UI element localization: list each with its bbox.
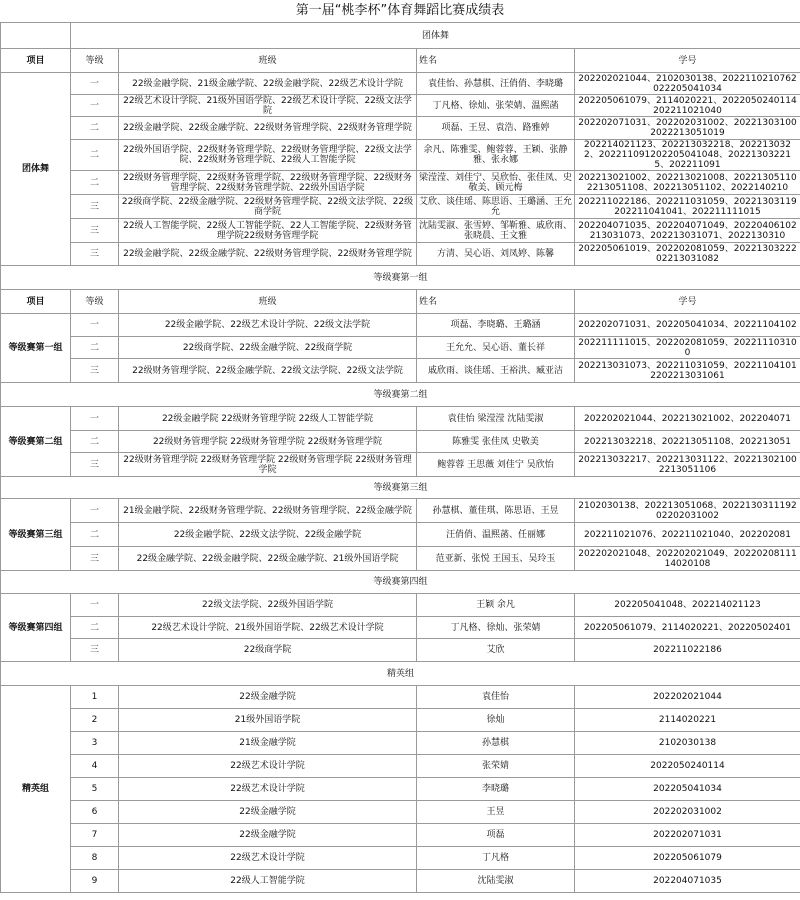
grade-cell: 三 (71, 243, 119, 266)
id-cell: 2022050240114 (575, 755, 800, 778)
grade-cell: 1 (71, 686, 119, 709)
class-cell: 22级财务管理学院、22级金融学院、22级文法学院、22级文法学院 (119, 359, 417, 383)
name-cell: 戚欣雨、谈佳瑶、王裕洪、臧亚洁 (417, 359, 575, 383)
class-cell: 22级商学院、22级金融学院、22级商学院 (119, 337, 417, 359)
id-cell: 202205061079 (575, 847, 800, 870)
id-cell: 202202071031 (575, 824, 800, 847)
name-cell: 艾欣 (417, 639, 575, 662)
table-row (1, 547, 800, 571)
name-cell: 王允允、吴心语、董长祥 (417, 337, 575, 359)
table-row (1, 499, 800, 523)
grade-cell: 8 (71, 847, 119, 870)
grade-cell: 3 (71, 732, 119, 755)
section-heading-grade1: 等级赛第一组 (1, 266, 800, 290)
id-cell: 202202021048、202202021049、2022020811114020108 (575, 547, 800, 571)
group-label-grade2: 等级赛第二组 (1, 407, 71, 477)
grade-cell: 三 (71, 547, 119, 571)
section-heading-grade2: 等级赛第二组 (1, 383, 800, 407)
grade-cell: 9 (71, 870, 119, 893)
table-row (1, 453, 800, 477)
table-row (1, 195, 800, 219)
header-item: 项目 (1, 49, 71, 73)
id-cell: 202211111015、202202081059、202211103100 (575, 337, 800, 359)
class-cell: 22级金融学院 22级财务管理学院 22级人工智能学院 (119, 407, 417, 431)
name-cell: 孙慧棋 (417, 732, 575, 755)
grade-cell: 4 (71, 755, 119, 778)
table-row (1, 523, 800, 547)
grade-cell: 6 (71, 801, 119, 824)
class-cell: 22级金融学院 (119, 801, 417, 824)
class-cell: 22级财务管理学院 22级财务管理学院 22级财务管理学院 (119, 431, 417, 453)
table-row (1, 140, 800, 171)
name-cell: 沈陆雯淑 (417, 870, 575, 893)
class-cell: 22级人工智能学院、22级人工智能学院、22人工智能学院、22级财务管理学院22级财务管理学院 (119, 219, 417, 243)
id-cell: 202213032217、202213031122、202213021002213051106 (575, 453, 800, 477)
table-row (1, 847, 800, 870)
class-cell: 22级金融学院 (119, 824, 417, 847)
class-cell: 22级商学院、22级金融学院、22级财务管理学院、22级文法学院、22级商学院 (119, 195, 417, 219)
grade-cell: 2 (71, 709, 119, 732)
table-row (1, 732, 800, 755)
class-cell: 22级金融学院、22级金融学院、22级金融学院、21级外国语学院 (119, 547, 417, 571)
grade-cell: 一 (71, 314, 119, 337)
header-row (1, 290, 800, 314)
id-cell: 202214021123、202213032218、2022130322、202211091202205041048、202213032215、202211091 (575, 140, 800, 171)
header-class: 班级 (119, 290, 417, 314)
sheet-title: 第一届“桃李杯”体育舞蹈比赛成绩表 (0, 0, 800, 23)
group-label-grade4: 等级赛第四组 (1, 594, 71, 662)
id-cell: 202211022186 (575, 639, 800, 662)
name-cell: 项磊、王昱、袁浩、路雅婷 (417, 117, 575, 140)
grade-cell: 二 (71, 140, 119, 171)
id-cell: 2102030138、202213051068、202213031119202202031002 (575, 499, 800, 523)
header-row (1, 49, 800, 73)
grade-cell: 7 (71, 824, 119, 847)
group-label-team: 团体舞 (1, 73, 71, 266)
grade-cell: 5 (71, 778, 119, 801)
grade-cell: 二 (71, 337, 119, 359)
table-row (1, 778, 800, 801)
name-cell: 孙慧棋、董佳琪、陈思语、王昱 (417, 499, 575, 523)
grade-cell: 一 (71, 407, 119, 431)
id-cell: 202202021044 (575, 686, 800, 709)
class-cell: 21级金融学院 (119, 732, 417, 755)
table-row (1, 219, 800, 243)
name-cell: 徐灿 (417, 709, 575, 732)
id-cell: 202204071035、202204071049、20220406102213031073、202213031071、2022130310 (575, 219, 800, 243)
grade-cell: 一 (71, 499, 119, 523)
grade-cell: 二 (71, 523, 119, 547)
header-grade: 等级 (71, 290, 119, 314)
table-row (1, 243, 800, 266)
class-cell: 22级艺术设计学院 (119, 755, 417, 778)
name-cell: 袁佳怡 梁滢滢 沈陆雯淑 (417, 407, 575, 431)
class-cell: 22级金融学院 (119, 686, 417, 709)
section-heading-row (1, 571, 800, 594)
id-cell: 202205061019、202202081059、2022130322202213031082 (575, 243, 800, 266)
name-cell: 王昱 (417, 801, 575, 824)
class-cell: 21级外国语学院 (119, 709, 417, 732)
class-cell: 22级艺术设计学院 (119, 778, 417, 801)
id-cell: 202205041048、202214021123 (575, 594, 800, 617)
group-label-grade3: 等级赛第三组 (1, 499, 71, 571)
table-row (1, 314, 800, 337)
name-cell: 项磊 (417, 824, 575, 847)
section-heading-team: 团体舞 (71, 23, 800, 49)
table-row (1, 359, 800, 383)
header-id: 学号 (575, 49, 800, 73)
id-cell: 202213021002、202213021008、202213051102213051108、202213051102、2022140210 (575, 171, 800, 195)
name-cell: 鲍蓉蓉 王思薇 刘佳宁 吴欣怡 (417, 453, 575, 477)
grade-cell: 二 (71, 171, 119, 195)
name-cell: 艾欣、谈佳瑶、陈思语、王璐涵、王允允 (417, 195, 575, 219)
grade-cell: 一 (71, 95, 119, 117)
class-cell: 22级艺术设计学院 (119, 847, 417, 870)
name-cell: 方清、吴心语、刘凤婷、陈馨 (417, 243, 575, 266)
class-cell: 22级艺术设计学院、21级外国语学院、22级艺术设计学院、22级文法学院 (119, 95, 417, 117)
section-heading-row (1, 23, 800, 49)
group-label-elite: 精英组 (1, 686, 71, 893)
table-row (1, 407, 800, 431)
id-cell: 202202021044、202213021002、202204071 (575, 407, 800, 431)
id-cell: 202202071031、202202031002、202213031002022213051019 (575, 117, 800, 140)
name-cell: 丁凡格、徐灿、张荣婧 (417, 617, 575, 639)
grade-cell: 二 (71, 617, 119, 639)
results-table (0, 22, 800, 893)
name-cell: 张荣婧 (417, 755, 575, 778)
class-cell: 22级人工智能学院 (119, 870, 417, 893)
class-cell: 22级文法学院、22级外国语学院 (119, 594, 417, 617)
table-row (1, 709, 800, 732)
id-cell: 202202021044、2102030138、2022110210762022205041034 (575, 73, 800, 95)
table-row (1, 337, 800, 359)
header-grade: 等级 (71, 49, 119, 73)
section-heading-row (1, 662, 800, 686)
group-label-grade1: 等级赛第一组 (1, 314, 71, 383)
class-cell: 22级金融学院、22级金融学院、22级财务管理学院、22级财务管理学院 (119, 117, 417, 140)
grade-cell: 一 (71, 73, 119, 95)
name-cell: 丁凡格、徐灿、张荣婧、温熙菡 (417, 95, 575, 117)
table-row (1, 171, 800, 195)
table-row (1, 801, 800, 824)
grade-cell: 三 (71, 359, 119, 383)
id-cell: 202205061079、2114020221、2022050240114202211021040 (575, 95, 800, 117)
id-cell: 2114020221 (575, 709, 800, 732)
section-heading-row (1, 383, 800, 407)
class-cell: 22级艺术设计学院、21级外国语学院、22级艺术设计学院 (119, 617, 417, 639)
name-cell: 沈陆雯淑、张雪婷、邹靳雅、戚欣雨、张晓晨、王文雅 (417, 219, 575, 243)
class-cell: 21级金融学院、22级财务管理学院、22级财务管理学院、22级金融学院 (119, 499, 417, 523)
grade-cell: 二 (71, 431, 119, 453)
table-row (1, 870, 800, 893)
id-cell: 202213031073、202211031059、202211041012202213031061 (575, 359, 800, 383)
table-row (1, 639, 800, 662)
id-cell: 202204071035 (575, 870, 800, 893)
name-cell: 袁佳怡 (417, 686, 575, 709)
id-cell: 202202031002 (575, 801, 800, 824)
id-cell: 202213032218、202213051108、202213051 (575, 431, 800, 453)
name-cell: 余凡、陈雅雯、鲍蓉蓉、王颖、张静雅、张永娜 (417, 140, 575, 171)
class-cell: 22级金融学院、21级金融学院、22级金融学院、22级艺术设计学院 (119, 73, 417, 95)
table-row (1, 824, 800, 847)
section-heading-row (1, 477, 800, 499)
name-cell: 王颖 余凡 (417, 594, 575, 617)
table-row (1, 73, 800, 95)
id-cell: 202205041034 (575, 778, 800, 801)
name-cell: 丁凡格 (417, 847, 575, 870)
name-cell: 项磊、李晓璐、王璐涵 (417, 314, 575, 337)
id-cell: 2102030138 (575, 732, 800, 755)
name-cell: 李晓璐 (417, 778, 575, 801)
header-item: 项目 (1, 290, 71, 314)
name-cell: 梁滢滢、刘佳宁、吴欣怡、张佳凤、史敬美、顾元梅 (417, 171, 575, 195)
class-cell: 22级财务管理学院、22级财务管理学院、22级财务管理学院、22级财务管理学院、22级财务管理学院、22级外国语学院 (119, 171, 417, 195)
table-row (1, 755, 800, 778)
table-row (1, 117, 800, 140)
name-cell: 范亚新、张悦 王国玉、吴玲玉 (417, 547, 575, 571)
class-cell: 22级金融学院、22级金融学院、22级财务管理学院、22级财务管理学院 (119, 243, 417, 266)
grade-cell: 三 (71, 195, 119, 219)
grade-cell: 三 (71, 639, 119, 662)
id-cell: 202211022186、202211031059、20221303119202211041041、202211111015 (575, 195, 800, 219)
table-row (1, 617, 800, 639)
section-heading-grade3: 等级赛第三组 (1, 477, 800, 499)
table-row (1, 95, 800, 117)
section-heading-grade4: 等级赛第四组 (1, 571, 800, 594)
header-name: 姓名 (417, 49, 575, 73)
class-cell: 22级金融学院、22级艺术设计学院、22级文法学院 (119, 314, 417, 337)
name-cell: 袁佳怡、孙慧棋、汪俏俏、李晓璐 (417, 73, 575, 95)
id-cell: 202202071031、202205041034、20221104102 (575, 314, 800, 337)
class-cell: 22级金融学院、22级文法学院、22级金融学院 (119, 523, 417, 547)
table-row (1, 594, 800, 617)
grade-cell: 三 (71, 453, 119, 477)
header-name: 姓名 (417, 290, 575, 314)
id-cell: 202205061079、2114020221、20220502401 (575, 617, 800, 639)
grade-cell: 二 (71, 117, 119, 140)
class-cell: 22级商学院 (119, 639, 417, 662)
class-cell: 22级财务管理学院 22级财务管理学院 22级财务管理学院 22级财务管理学院 (119, 453, 417, 477)
name-cell: 汪俏俏、温熙菡、任丽娜 (417, 523, 575, 547)
header-class: 班级 (119, 49, 417, 73)
grade-cell: 三 (71, 219, 119, 243)
class-cell: 22级外国语学院、22级财务管理学院、22级财务管理学院、22级文法学院、22级财务管理学院、22级人工智能学院 (119, 140, 417, 171)
table-row (1, 686, 800, 709)
header-id: 学号 (575, 290, 800, 314)
id-cell: 202211021076、202211021040、202202081 (575, 523, 800, 547)
grade-cell: 一 (71, 594, 119, 617)
table-row (1, 431, 800, 453)
section-heading-elite: 精英组 (1, 662, 800, 686)
name-cell: 陈雅雯 张佳凤 史敬美 (417, 431, 575, 453)
section-heading-row (1, 266, 800, 290)
